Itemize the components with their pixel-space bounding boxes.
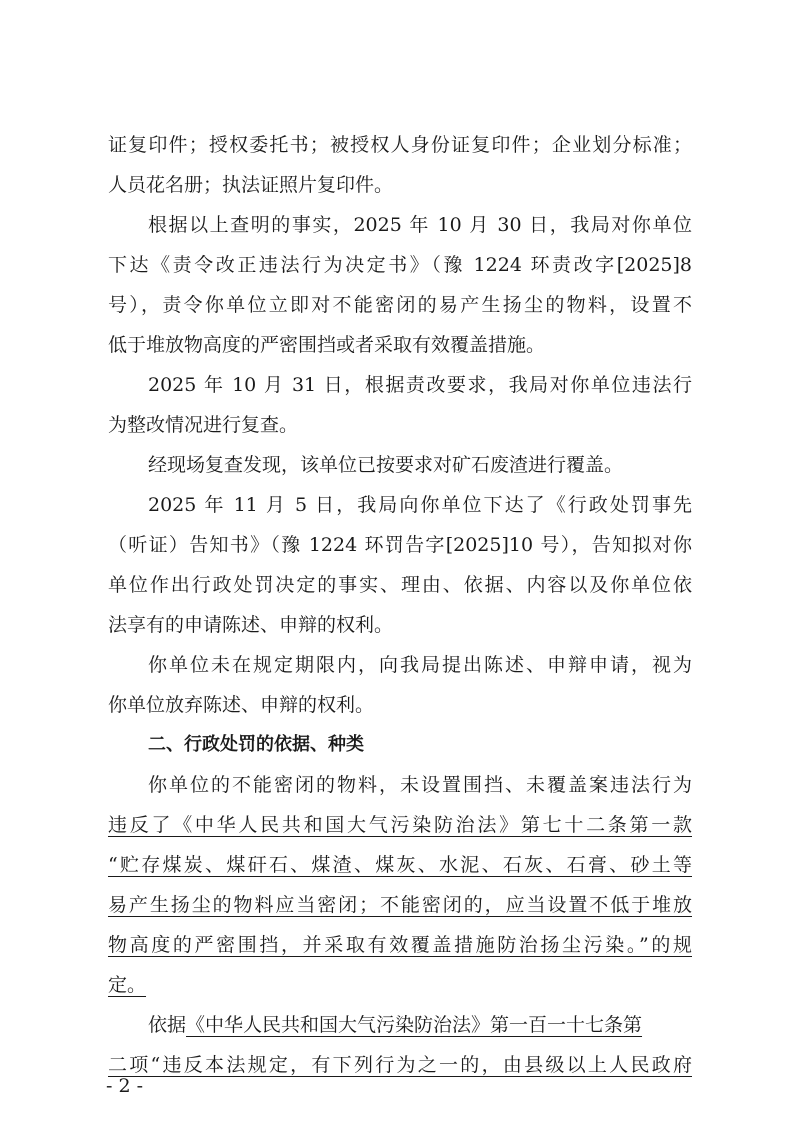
text-line: 人员花名册；执法证照片复印件。 bbox=[108, 174, 394, 196]
text-line: 你单位放弃陈述、申辩的权利。 bbox=[108, 694, 375, 716]
underlined-text-line: 二项“违反本法规定，有下列行为之一的，由县级以上人民政府 bbox=[108, 1054, 692, 1076]
text-line: 你单位未在规定期限内，向我局提出陈述、申辩申请，视为 bbox=[148, 654, 692, 676]
text-line bbox=[108, 933, 692, 957]
text-line bbox=[148, 1013, 692, 1037]
text-line: 2025 年 11 月 5 日，我局向你单位下达了《行政处罚事先 bbox=[148, 494, 692, 516]
text-line: 法享有的申请陈述、申辩的权利。 bbox=[108, 614, 394, 636]
underlined-text-line: 易产生扬尘的物料应当密闭；不能密闭的，应当设置不低于堆放 bbox=[108, 894, 692, 916]
text-line: 根据以上查明的事实，2025 年 10 月 30 日，我局对你单位 bbox=[148, 214, 692, 236]
underlined-quote-end: 物高度的严密围挡，并采取有效覆盖措施防治扬尘污染。”的规 bbox=[108, 934, 692, 956]
text-line: 你单位的不能密闭的物料，未设置围挡、未覆盖案违法行为 bbox=[148, 774, 692, 796]
text-line: 经现场复查发现，该单位已按要求对矿石废渣进行覆盖。 bbox=[148, 454, 624, 476]
underlined-text: 《中华人民共和国大气污染防治法》第一百一十七条第 bbox=[186, 1014, 643, 1036]
text-segment: 依据 bbox=[148, 1014, 187, 1036]
underlined-text: 定。 bbox=[108, 974, 147, 996]
page-number: - 2 - bbox=[106, 1075, 144, 1097]
underlined-text-line: “贮存煤炭、煤矸石、煤渣、煤灰、水泥、石灰、石膏、砂土等 bbox=[108, 854, 692, 876]
text-line: 号），责令你单位立即对不能密闭的易产生扬尘的物料，设置不 bbox=[108, 294, 692, 316]
text-line: 为整改情况进行复查。 bbox=[108, 414, 299, 436]
text-line: 低于堆放物高度的严密围挡或者采取有效覆盖措施。 bbox=[108, 334, 546, 356]
text-line: 下达《责令改正违法行为决定书》（豫 1224 环责改字[2025]8 bbox=[108, 254, 692, 276]
section-heading: 二、行政处罚的依据、种类 bbox=[148, 734, 364, 755]
text-line: 证复印件；授权委托书；被授权人身份证复印件；企业划分标准； bbox=[108, 134, 692, 156]
text-line: 单位作出行政处罚决定的事实、理由、依据、内容以及你单位依 bbox=[108, 574, 692, 596]
underlined-text-line: 违反了《中华人民共和国大气污染防治法》第七十二条第一款 bbox=[108, 814, 692, 836]
text-line: 2025 年 10 月 31 日，根据责改要求，我局对你单位违法行 bbox=[148, 374, 692, 396]
text-line bbox=[108, 973, 692, 997]
text-line: （听证）告知书》（豫 1224 环罚告字[2025]10 号），告知拟对你 bbox=[108, 534, 692, 556]
